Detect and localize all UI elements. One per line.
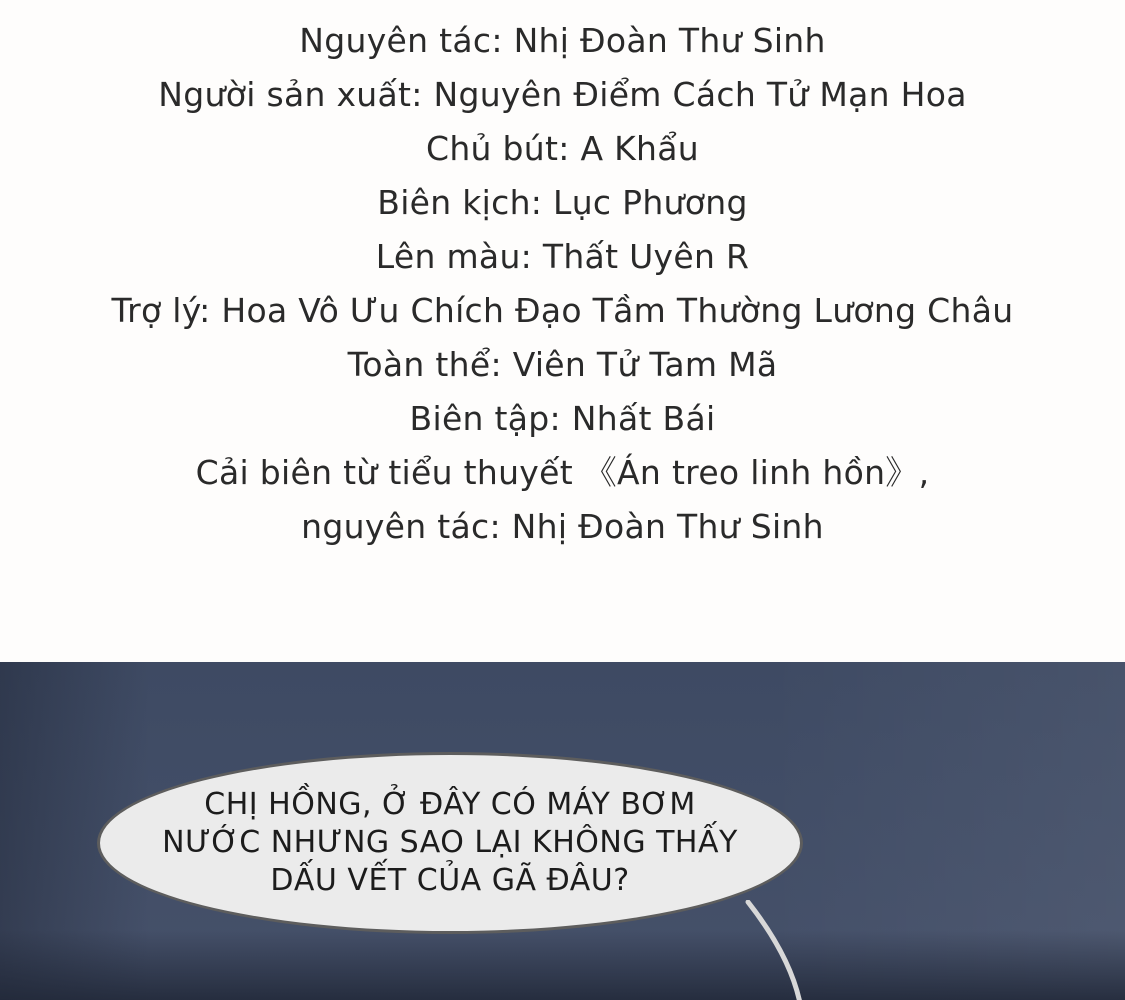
credit-line: Toàn thể: Viên Tử Tam Mã [347, 345, 778, 384]
credit-line: Nguyên tác: Nhị Đoàn Thư Sinh [299, 21, 826, 60]
credit-line: Người sản xuất: Nguyên Điểm Cách Tử Mạn Hoa [158, 75, 967, 114]
credit-line: Chủ bút: A Khẩu [425, 129, 700, 168]
speech-balloon [97, 752, 803, 934]
comic-panel [0, 662, 1125, 1000]
credit-line: nguyên tác: Nhị Đoàn Thư Sinh [301, 507, 824, 546]
panel-floor-shadow [0, 930, 1125, 1000]
credit-line: Biên kịch: Lục Phương [377, 183, 748, 222]
credit-line: Lên màu: Thất Uyên R [375, 237, 750, 276]
speech-line: DẤU VẾT CỦA GÃ ĐÂU? [270, 863, 630, 898]
speech-line: CHỊ HỒNG, Ở ĐÂY CÓ MÁY BƠM [204, 787, 696, 822]
speech-balloon-tail [740, 900, 810, 1000]
speech-line: NƯỚC NHƯNG SAO LẠI KHÔNG THẤY [162, 825, 738, 860]
credit-line: Trợ lý: Hoa Vô Ưu Chích Đạo Tầm Thường Lương Châu [111, 291, 1014, 330]
credit-line: Cải biên từ tiểu thuyết 《Án treo linh hồn》, [195, 453, 930, 492]
credit-line: Biên tập: Nhất Bái [409, 399, 716, 438]
